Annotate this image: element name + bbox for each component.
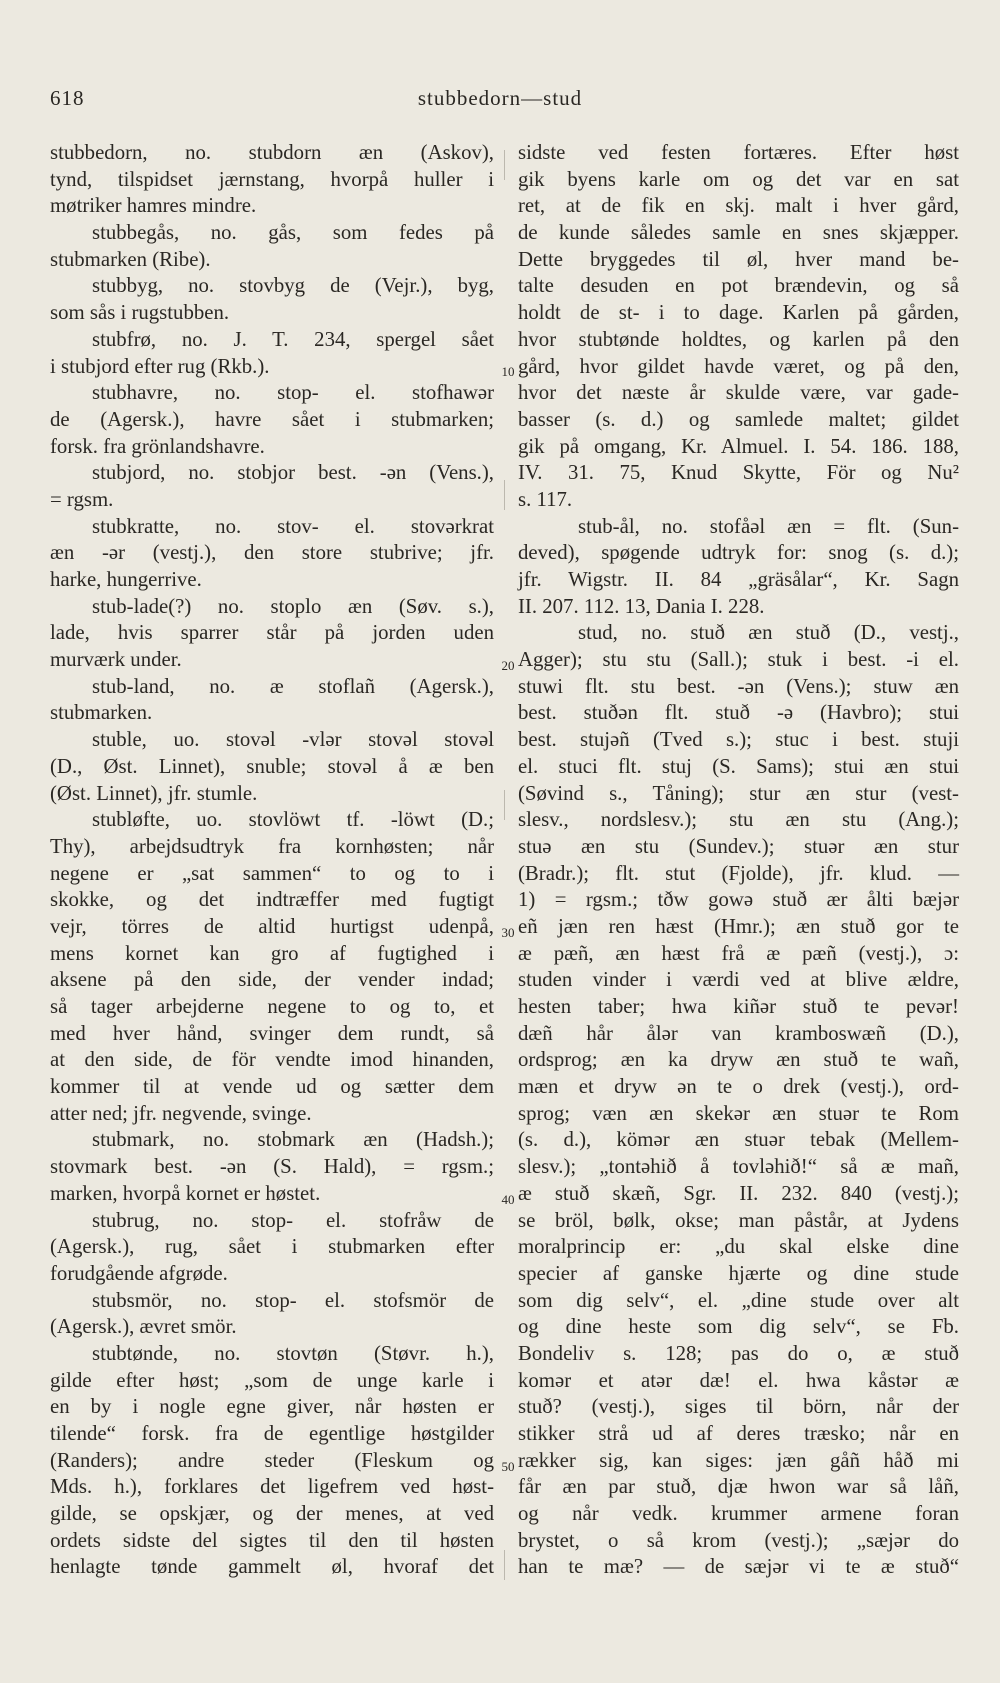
text-line: talte desuden en pot brændevin, og så [518, 274, 959, 298]
text-line: el. stuci flt. stuj (S. Sams); stui æn stui [518, 754, 959, 778]
text-line: holdt de st- i to dage. Karlen på gården, [518, 301, 959, 325]
text-line: IV. 31. 75, Knud Skytte, För og Nu² [518, 461, 959, 485]
text-line: (D., Øst. Linnet), snuble; stovəl å æ ben [50, 754, 494, 778]
text-line: lade, hvis sparrer står på jorden uden [50, 621, 494, 645]
text-line: aksene på den side, der vender indad; [50, 968, 494, 992]
text-line: (Øst. Linnet), jfr. stumle. [50, 781, 258, 805]
text-line: stovmark best. -ən (S. Hald), = rgsm.; [50, 1155, 494, 1179]
text-line: sprog; væn æn skekər æn stuər te Rom [518, 1101, 959, 1125]
text-line: = rgsm. [50, 487, 114, 511]
text-line: stud, no. stuð æn stuð (D., vestj., [578, 621, 959, 645]
text-line: stuð? (vestj.), siges til börn, når der [518, 1395, 959, 1419]
text-line: henlagte tønde gammelt øl, hvoraf det [50, 1555, 494, 1579]
text-line: deved), spøgende udtryk for: snog (s. d.); [518, 541, 959, 565]
line-number-20: 20 [501, 658, 515, 673]
text-line: stuə æn stu (Sundev.); stuər æn stur [518, 834, 959, 858]
text-line: æn -ər (vestj.), den store stubrive; jfr. [50, 541, 494, 565]
text-line: se bröl, bølk, okse; man påstår, at Jydens [518, 1208, 959, 1232]
text-line: eñ jæn ren hæst (Hmr.); æn stuð gor te [518, 914, 959, 938]
text-line: stubjord, no. stobjor best. -ən (Vens.), [92, 461, 494, 485]
text-line: og dine heste som dig selv“, se Fb. [518, 1315, 959, 1339]
text-line: II. 207. 112. 13, Dania I. 228. [518, 594, 765, 618]
text-line: (Randers); andre steder (Fleskum og [50, 1448, 494, 1472]
text-line: specier af ganske hjærte og dine stude [518, 1261, 959, 1285]
text-line: s. 117. [518, 487, 573, 511]
text-line: skokke, og det indtræffer med fugtigt [50, 888, 494, 912]
text-line: ordets sidste del sigtes til den til høsten [50, 1528, 494, 1552]
text-line: mens kornet kan gro af fugtighed i [50, 941, 494, 965]
text-line: (s. d.), kömər æn stuər tebak (Mellem- [518, 1128, 959, 1152]
text-line: gik byens karle om og det var en sat [518, 167, 959, 191]
text-line: Dette bryggedes til øl, hver mand be- [518, 247, 959, 271]
text-line: tynd, tilspidset jærnstang, hvorpå huller i [50, 167, 494, 191]
right-column [518, 140, 959, 1581]
text-line: stubbegås, no. gås, som fedes på [92, 221, 494, 245]
text-line: best. stuðən flt. stuð -ə (Havbro); stui [518, 701, 959, 725]
text-line: slesv.); „tontəhið å tovləhið!“ så æ mañ, [518, 1155, 959, 1179]
text-line: (Agersk.), ævret smör. [50, 1315, 237, 1339]
text-line: Mds. h.), forklares det ligefrem ved høst- [50, 1475, 494, 1499]
text-line: forudgående afgrøde. [50, 1261, 228, 1285]
text-line: stuble, uo. stovəl -vlər stovəl stovəl [92, 728, 494, 752]
text-line: mæn et dryw ən te o drek (vestj.), ord- [518, 1075, 959, 1099]
line-number-10: 10 [501, 364, 515, 379]
text-line: tilende“ forsk. fra de egentlige høstgilder [50, 1422, 494, 1445]
text-line: han te mæ? — de sæjər vi te æ stuð“ [518, 1555, 959, 1579]
text-line: stub-land, no. æ stoflañ (Agersk.), [92, 674, 494, 698]
text-line: harke, hungerrive. [50, 568, 202, 591]
text-line: kommer til at vende ud og sætter dem [50, 1075, 494, 1099]
text-line: stub-lade(?) no. stoplo æn (Søv. s.), [92, 594, 494, 618]
text-line: en by i nogle egne giver, når høsten er [50, 1395, 494, 1419]
text-line: i stubjord efter rug (Rkb.). [50, 354, 270, 378]
text-line: og når vedk. krummer armene foran [518, 1502, 959, 1526]
text-line: stubsmör, no. stop- el. stofsmör de [92, 1288, 494, 1312]
text-line: forsk. fra grönlandshavre. [50, 434, 265, 458]
text-line: får æn par stuð, djæ hwon war så låñ, [518, 1475, 959, 1499]
text-line: brystet, o så krom (vestj.); „sæjər do [518, 1528, 959, 1552]
text-line: stubmarken. [50, 701, 153, 725]
text-line: best. stujəñ (Tved s.); stuc i best. stuji [518, 728, 959, 752]
text-line: Agger); stu stu (Sall.); stuk i best. -i el. [518, 648, 959, 672]
text-line: som dig selv“, el. „dine stude over alt [518, 1288, 959, 1312]
line-number-40: 40 [501, 1192, 515, 1207]
text-line: studen vinder i værdi ved at blive ældre, [518, 968, 959, 992]
text-line: gård, hvor gildet havde været, og på den, [518, 354, 959, 378]
text-line: stuwi flt. stu best. -ən (Vens.); stuw æn [518, 674, 959, 698]
text-line: hvor stubtønde holdtes, og karlen på den [518, 327, 959, 351]
text-line: jfr. Wigstr. II. 84 „gräsålar“, Kr. Sagn [518, 568, 959, 591]
text-line: æ pæñ, æn hæst frå æ pæñ (vestj.), ɔ: [518, 941, 959, 965]
text-line: gilde efter høst; „som de unge karle i [50, 1368, 494, 1392]
text-line: stubmarken (Ribe). [50, 247, 211, 271]
text-line: de (Agersk.), havre sået i stubmarken; [50, 407, 494, 431]
line-number-50: 50 [501, 1459, 515, 1474]
text-line: stubhavre, no. stop- el. stofhawər [92, 381, 494, 405]
text-line: ret, at de fik en skj. malt i hver gård, [518, 194, 959, 218]
line-number-30: 30 [501, 925, 515, 940]
text-line: stikker strå ud af deres træsko; når en [518, 1422, 959, 1445]
text-line: æ stuð skæñ, Sgr. II. 232. 840 (vestj.); [518, 1181, 959, 1205]
text-line: stub-ål, no. stofåəl æn = flt. (Sun- [578, 514, 959, 538]
text-line: (Agersk.), rug, sået i stubmarken efter [50, 1235, 494, 1259]
text-line: stubløfte, uo. stovlöwt tf. -löwt (D.; [92, 808, 494, 832]
text-line: sidste ved festen fortæres. Efter høst [518, 141, 959, 164]
text-line: hesten taber; hwa kiñər stuð te pevər! [518, 995, 959, 1018]
text-line: slesv., nordslesv.); stu æn stu (Ang.); [518, 808, 959, 832]
text-line: gilde, se opskjær, og der menes, at ved [50, 1502, 494, 1526]
running-head: stubbedorn—stud [417, 86, 583, 110]
text-line: murværk under. [50, 648, 182, 672]
text-line: så tager arbejderne negene to og to, et [50, 995, 494, 1018]
text-line: at den side, de för vendte imod hinanden, [50, 1048, 494, 1072]
text-line: marken, hvorpå kornet er høstet. [50, 1181, 321, 1205]
text-line: moralprincip er: „du skal elske dine [518, 1235, 959, 1259]
text-line: basser (s. d.) og samlede maltet; gildet [518, 407, 959, 431]
text-line: stubkratte, no. stov- el. stovərkrat [92, 514, 494, 538]
text-line: gik på omgang, Kr. Almuel. I. 54. 186. 188, [518, 434, 959, 458]
text-line: atter ned; jfr. negvende, svinge. [50, 1101, 312, 1125]
text-line: stubbyg, no. stovbyg de (Vejr.), byg, [92, 274, 494, 298]
text-line: komər et atər dæ! el. hwa kåstər æ [518, 1368, 959, 1392]
page-number: 618 [50, 86, 85, 110]
text-line: vejr, törres de altid hurtigst udenpå, [50, 914, 494, 938]
text-line: (Søvind s., Tåning); stur æn stur (vest- [518, 781, 959, 805]
text-line: møtriker hamres mindre. [50, 194, 257, 218]
text-line: rækker sig, kan siges: jæn gåñ håð mi [518, 1448, 959, 1472]
text-line: Thy), arbejdsudtryk fra kornhøsten; når [50, 834, 494, 858]
text-line: hvor det næste år skulde være, var gade- [518, 381, 959, 405]
text-line: 1) = rgsm.; tðw gowə stuð ær ålti bæjər [518, 888, 959, 912]
text-line: med hver hånd, svinger dem rundt, så [50, 1021, 494, 1045]
text-line: de kunde således samle en snes skjæpper. [518, 221, 959, 245]
text-line: negene er „sat sammen“ to og to i [50, 861, 494, 885]
text-line: som sås i rugstubben. [50, 301, 230, 325]
text-line: stubfrø, no. J. T. 234, spergel sået [92, 327, 494, 351]
text-line: stubrug, no. stop- el. stofråw de [92, 1208, 494, 1232]
text-line: stubbedorn, no. stubdorn æn (Askov), [50, 141, 494, 164]
text-line: Bondeliv s. 128; pas do o, æ stuð [518, 1341, 959, 1365]
left-column [50, 140, 494, 1581]
text-line: (Bradr.); flt. stut (Fjolde), jfr. klud. — [518, 861, 959, 885]
text-line: dæñ hår ålər van kramboswæñ (D.), [518, 1021, 959, 1045]
text-line: stubmark, no. stobmark æn (Hadsh.); [92, 1128, 494, 1152]
page-header [50, 86, 950, 116]
text-line: stubtønde, no. stovtøn (Støvr. h.), [92, 1341, 494, 1365]
text-line: ordsprog; æn ka dryw æn stuð te wañ, [518, 1048, 959, 1072]
